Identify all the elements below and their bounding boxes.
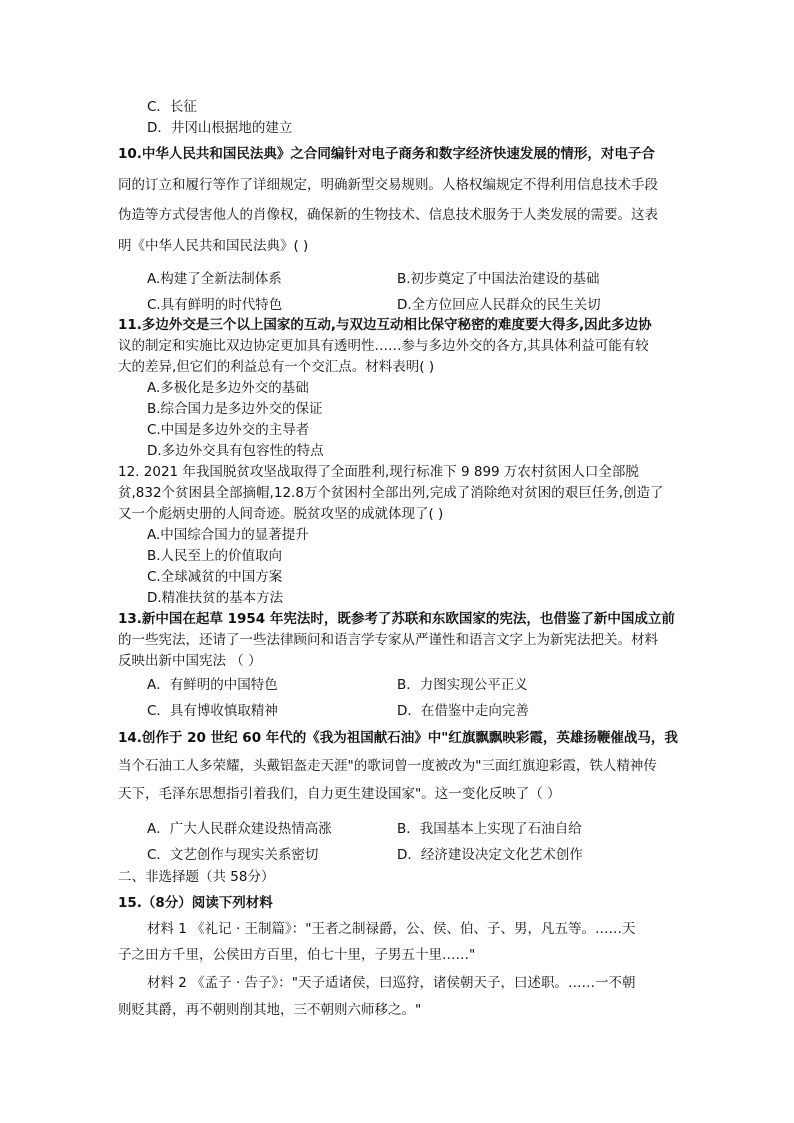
q10-option-a: A.构建了全新法制体系 [147, 271, 282, 287]
q10-option-c: C.具有鲜明的时代特色 [147, 297, 283, 313]
q10-line-3: 伪造等方式侵害他人的肖像权，确保新的生物技术、信息技术服务于人类发展的需要。这表 [118, 207, 658, 223]
q15-material-1-line-2: 子之田方千里，公侯田方百里，伯七十里，子男五十里……" [118, 947, 476, 963]
q15-intro: 15.（8分）阅读下列材料 [118, 895, 273, 911]
q11-option-c: C.中国是多边外交的主导者 [147, 422, 310, 438]
q10-option-d: D.全方位回应人民群众的民生关切 [397, 297, 601, 313]
q9-option-c: C．长征 [147, 99, 197, 115]
q10-line-2: 同的订立和履行等作了详细规定，明确新型交易规则。人格权编规定不得利用信息技术手段 [118, 177, 658, 193]
q12-option-d: D.精准扶贫的基本方法 [147, 590, 284, 606]
q14-line-2: 当个石油工人多荣耀，头戴铝盔走天涯"的歌词曾一度被改为"三面红旗迎彩霞，铁人精神传 [118, 758, 657, 774]
q15-material-2-line-2: 则贬其爵，再不朝则削其地，三不朝则六师移之。" [118, 1002, 422, 1018]
q12-option-b: B.人民至上的价值取向 [147, 548, 283, 564]
q13-option-c: C．具有博收慎取精神 [147, 703, 278, 719]
q14-line-1: 14.创作于 20 世纪 60 年代的《我为祖国献石油》中"红旗飘飘映彩霞，英雄扬鞭催战马，我 [118, 730, 678, 746]
q14-option-c: C．文艺创作与现实关系密切 [147, 847, 319, 863]
q13-line-2: 的一些宪法，还请了一些法律顾问和语言学专家从严谨性和语言文字上为新宪法把关。材料 [118, 632, 658, 648]
q13-option-a: A．有鲜明的中国特色 [147, 677, 278, 693]
q11-option-b: B.综合国力是多边外交的保证 [147, 401, 323, 417]
q11-line-1: 11.多边外交是三个以上国家的互动,与双边互动相比保守秘密的难度要大得多,因此多边协 [118, 317, 652, 333]
q10-line-1: 10.中华人民共和国民法典》之合同编针对电子商务和数字经济快速发展的情形，对电子合 [118, 146, 655, 162]
q10-option-b: B.初步奠定了中国法治建设的基础 [397, 271, 600, 287]
q12-option-a: A.中国综合国力的显著提升 [147, 527, 309, 543]
q13-option-b: B．力图实现公平正义 [397, 677, 528, 693]
q14-option-d: D．经济建设决定文化艺术创作 [397, 847, 583, 863]
q11-option-d: D.多边外交具有包容性的特点 [147, 443, 324, 459]
q13-line-1: 13.新中国在起草 1954 年宪法时，既参考了苏联和东欧国家的宪法，也借鉴了新中国成立前 [118, 611, 675, 627]
q10-line-4: 明《中华人民共和国民法典》( ) [118, 238, 309, 254]
q14-option-b: B．我国基本上实现了石油自给 [397, 821, 582, 837]
q15-material-1-line-1: 材料 1 《礼记 · 王制篇》："王者之制禄爵，公、侯、伯、子、男，凡五等。……天 [147, 921, 636, 937]
q9-option-d: D．井冈山根据地的建立 [147, 120, 293, 136]
q11-option-a: A.多极化是多边外交的基础 [147, 380, 309, 396]
q15-material-2-line-1: 材料 2 《孟子 · 告子》："天子适诸侯，曰巡狩，诸侯朝天子，曰述职。……一不朝 [147, 975, 636, 991]
q14-line-3: 天下，毛泽东思想指引着我们，自力更生建设国家"。这一变化反映了（ ） [118, 786, 561, 802]
q11-line-3: 大的差异,但它们的利益总有一个交汇点。材料表明( ) [118, 359, 435, 375]
q13-option-d: D．在借鉴中走向完善 [397, 703, 529, 719]
section-heading: 二、非选择题（共 58分） [118, 869, 275, 885]
q12-line-1: 12. 2021 年我国脱贫攻坚战取得了全面胜利,现行标准下 9 899 万农村贫困人口全部脱 [118, 464, 639, 480]
q14-option-a: A．广大人民群众建设热情高涨 [147, 821, 332, 837]
q12-option-c: C.全球减贫的中国方案 [147, 569, 283, 585]
q12-line-2: 贫,832个贫困县全部摘帽,12.8万个贫困村全部出列,完成了消除绝对贫困的艰巨任务,创造了 [118, 485, 664, 501]
q13-line-3: 反映出新中国宪法 （ ） [118, 653, 262, 669]
q11-line-2: 议的制定和实施比双边协定更加具有透明性……参与多边外交的各方,其具体利益可能有较 [118, 338, 649, 354]
q12-line-3: 又一个彪炳史册的人间奇迹。脱贫攻坚的成就体现了( ) [118, 506, 444, 522]
